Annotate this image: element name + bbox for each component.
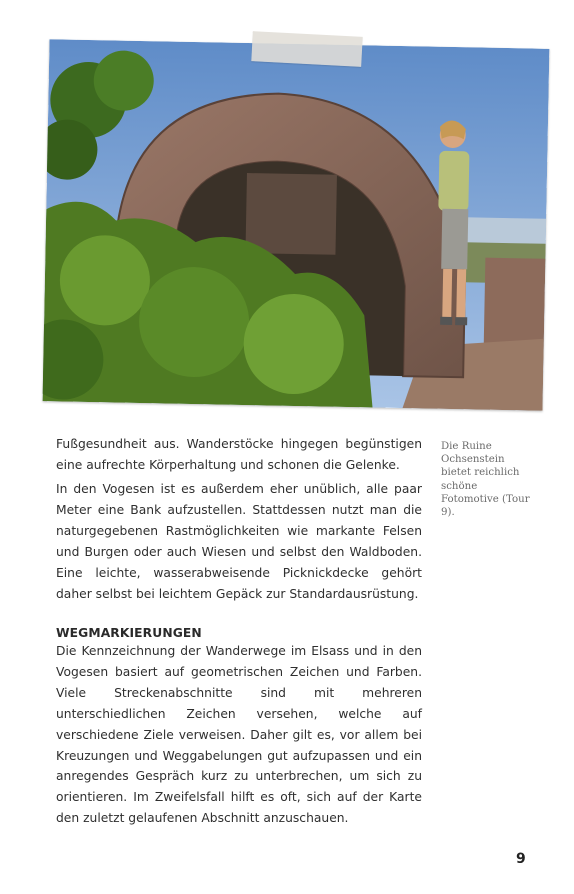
page-number: 9 [516, 851, 526, 867]
body-paragraph-1: Fußgesundheit aus. Wanderstöcke hingegen begünstigen eine aufrechte Körperhaltung und schonen die Gelenke. [56, 437, 422, 472]
tape-strip [251, 31, 362, 67]
body-paragraph-3: Die Kennzeichnung der Wanderwege im Elsass und in den Vogesen basiert auf geometrischen Zeichen und Farben. Viele Streckenabschnitte sind mit mehreren unterschiedlichen Zeichen versehen, welche auf verschiedene Ziele verweisen. Daher gilt es, vor allem bei Kreuzungen und Weggabelungen gut aufzupassen und ein anregendes Gespräch kurz zu unterbrechen, um sich zu orientieren. Im Zweifelsfall hilft es oft, sich auf der Karte den zuletzt gelaufenen Abschnitt anzuschauen. [56, 644, 422, 826]
photo-illustration [43, 39, 550, 411]
section-heading: WEGMARKIERUNGEN [56, 626, 202, 640]
body-paragraph-2: In den Vogesen ist es außerdem eher unüblich, alle paar Meter eine Bank aufzustellen. Stattdessen nutzt man die naturgegebenen Rastmöglichkeiten wie markante Felsen und Burgen oder auch Wiesen und selbst den Waldboden. Eine leichte, wasserabweisende Picknickdecke gehört daher selbst bei leichtem Gepäck zur Standardausrüstung. [56, 482, 422, 601]
photo-frame [46, 44, 546, 406]
photo-caption: Die Ruine Ochsenstein bietet reichlich schöne Fotomotive (Tour 9). [441, 441, 530, 519]
ruin-photo [43, 39, 550, 411]
